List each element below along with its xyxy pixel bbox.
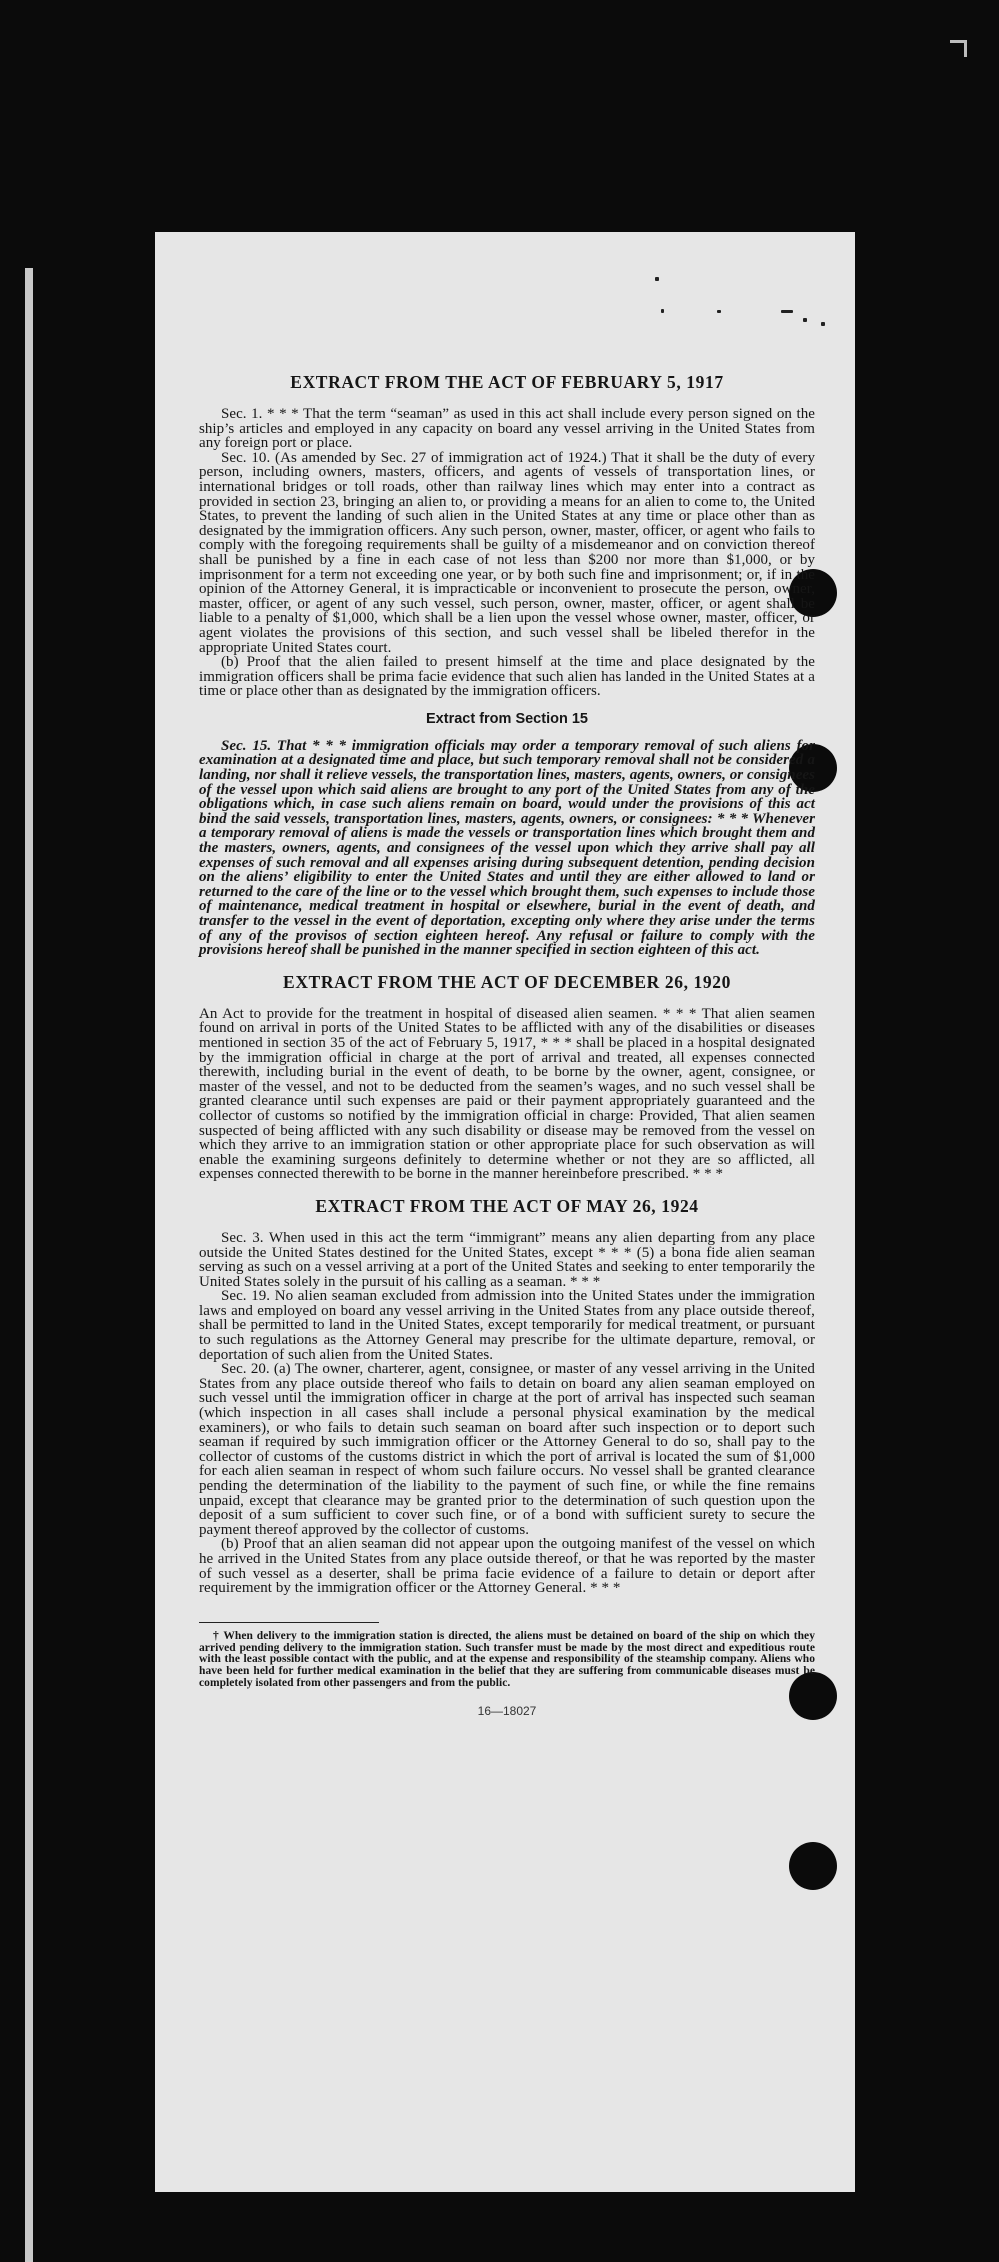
paragraph: (b) Proof that an alien seaman did not appear upon the outgoing manifest of the vessel on which he arrived in the United States from any place outside thereof, or that he was reported by the master of such vessel as a deserter, shall be prima facie evidence of a failure to detain or deport after requirement by the immigration officer or the Attorney General. * * * <box>199 1536 815 1597</box>
crop-corner-mark <box>950 40 967 57</box>
paragraph: Sec. 10. (As amended by Sec. 27 of immigration act of 1924.) That it shall be the duty of every person, including owners, masters, officers, and agents of vessels of transportation lines, or international bridges or toll roads, other than railway lines which may enter into a contract as provided in section 23, bringing an alien to, or providing a means for an alien to come to, the United States, to prevent the landing of such alien in the United States at any time or place other than as designated by the immigration officers. Any such person, owner, master, officer, or agent who fails to comply with the foregoing requirements shall be guilty of a misdemeanor and on conviction thereof shall be punished by a fine in each case of not less than $200 nor more than $1,000, or by imprisonment for a term not exceeding one year, or by both such fine and imprisonment; or, if in the opinion of the Attorney General, it is impracticable or inconvenient to prosecute the person, owner, master, officer, or agent of any such vessel, such person, owner, master, officer, or agent shall be liable to a penalty of $1,000, which shall be a lien upon the vessel whose owner, master, officer, or agent violates the provisions of this section, and such vessel shall be libeled therefor in the appropriate United States court. <box>199 449 815 656</box>
paragraph: Sec. 15. That * * * immigration officials may order a temporary removal of such aliens for examination at a designated time and place, but such temporary removal shall not be considered a landing, nor shall it relieve vessels, the transportation lines, masters, agents, owners, or consignees of the vessel upon which said aliens are brought to any port of the United States from any of the obligations which, in case such aliens remain on board, would under the provisions of this act bind the said vessels, transportation lines, masters, agents, owners, or consignees: * * * Whenever a temporary removal of aliens is made the vessels or transportation lines which brought them and the masters, owners, agents, and consignees of the vessel upon which they arrive shall pay all expenses of such removal and all expenses arising during subsequent detention, pending decision on the aliens’ eligibility to enter the United States and until they are either allowed to land or returned to the care of the line or to the vessel which brought them, such expenses to include those of maintenance, medical treatment in hospital or elsewhere, burial in the event of death, and transfer to the vessel in the event of deportation, excepting only where they arise under the terms of any of the provisos of section eighteen hereof. Any refusal or failure to comply with the provisions hereof shall be punished in the manner specified in section eighteen of this act. <box>199 737 815 959</box>
document-page <box>155 232 855 2192</box>
footnote <box>199 1631 815 1690</box>
paragraph: An Act to provide for the treatment in hospital of diseased alien seamen. * * * That alien seamen found on arrival in ports of the United States to be afflicted with any of the disabilities or diseases mentioned in section 35 of the act of February 5, 1917, * * * shall be placed in a hospital designated by the immigration official in charge at the port of arrival and treated, all expenses connected therewith, including burial in the event of death, to be borne by the owner, agent, consignee, or master of the vessel, and not to be deducted from the seamen’s wages, and no such vessel shall be granted clearance until such expenses are paid or their payment appropriately guaranteed and the collector of customs so notified by the immigration official in charge: Provided, That alien seamen suspected of being afflicted with any such disability or disease may be removed from the vessel on which they arrive to an immigration station or other appropriate place for such observation as will enable the examining surgeons definitely to determine whether or not they are so afflicted, all expenses connected therewith to be borne in the manner hereinbefore prescribed. * * * <box>199 1005 815 1183</box>
document-content <box>199 372 815 1718</box>
page-number: 16—18027 <box>477 1703 537 1718</box>
scanner-edge-strip <box>25 268 33 2262</box>
paragraph: Sec. 20. (a) The owner, charterer, agent, consignee, or master of any vessel arriving in the United States from any place outside thereof who fails to detain on board any alien seaman employed on such vessel until the immigration officer in charge at the port of arrival has inspected such seaman (which inspection in all cases shall include a personal physical examination by the medical examiners), or who fails to detain such seaman on board after such inspection or to deport such seaman if required by such immigration officer or the Attorney General to do so, shall pay to the collector of customs of the customs district in which the port of arrival is located the sum of $1,000 for each alien seaman in respect of whom such failure occurs. No vessel shall be granted clearance pending the determination of the liability to the payment of such fine, or while the fine remains unpaid, except that clearance may be granted prior to the determination of such question upon the deposit of a sum sufficient to cover such fine, or of a bond with sufficient surety to secure the payment thereof approved by the collector of customs. <box>199 1361 815 1538</box>
footnote-text: † When delivery to the immigration station is directed, the aliens must be detained on board of the ship on which they arrived pending delivery to the immigration station. Such transfer must be made by the most direct and expeditious route with the least possible contact with the public, and at the expense and responsibility of the steamship company. Aliens who have been held for further medical examination in the belief that they are suffering from communicable diseases must be completely isolated from other passengers and from the public. <box>199 1629 815 1689</box>
section-heading: EXTRACT FROM THE ACT OF FEBRUARY 5, 1917 <box>290 372 724 392</box>
scan-specks <box>485 277 825 337</box>
paragraph: Sec. 19. No alien seaman excluded from admission into the United States under the immigration laws and employed on board any vessel arriving in the United States from any place outside thereof, shall be permitted to land in the United States, except temporarily for medical treatment, or pursuant to such regulations as the Attorney General may prescribe for the ultimate departure, removal, or deportation of such alien from the United States. <box>199 1288 815 1363</box>
paragraph: Sec. 3. When used in this act the term “immigrant” means any alien departing from any place outside the United States destined for the United States, except * * * (5) a bona fide alien seaman serving as such on a vessel arriving at a port of the United States and seeking to enter temporarily the United States solely in the pursuit of his calling as a seaman. * * * <box>199 1229 815 1290</box>
paragraph: (b) Proof that the alien failed to present himself at the time and place designated by the immigration officers shall be prima facie evidence that such alien has landed in the United States at a time or place other than as designated by the immigration officers. <box>199 654 815 700</box>
footnote-divider <box>199 1622 379 1623</box>
section-heading: EXTRACT FROM THE ACT OF DECEMBER 26, 1920 <box>283 971 731 992</box>
paragraph: Sec. 1. * * * That the term “seaman” as used in this act shall include every person signed on the ship’s articles and employed in any capacity on board any vessel arriving in the United States from any foreign port or place. <box>199 406 815 452</box>
punch-hole <box>789 1842 837 1890</box>
section-heading: EXTRACT FROM THE ACT OF MAY 26, 1924 <box>315 1195 699 1216</box>
section-subheading: Extract from Section 15 <box>426 710 588 727</box>
